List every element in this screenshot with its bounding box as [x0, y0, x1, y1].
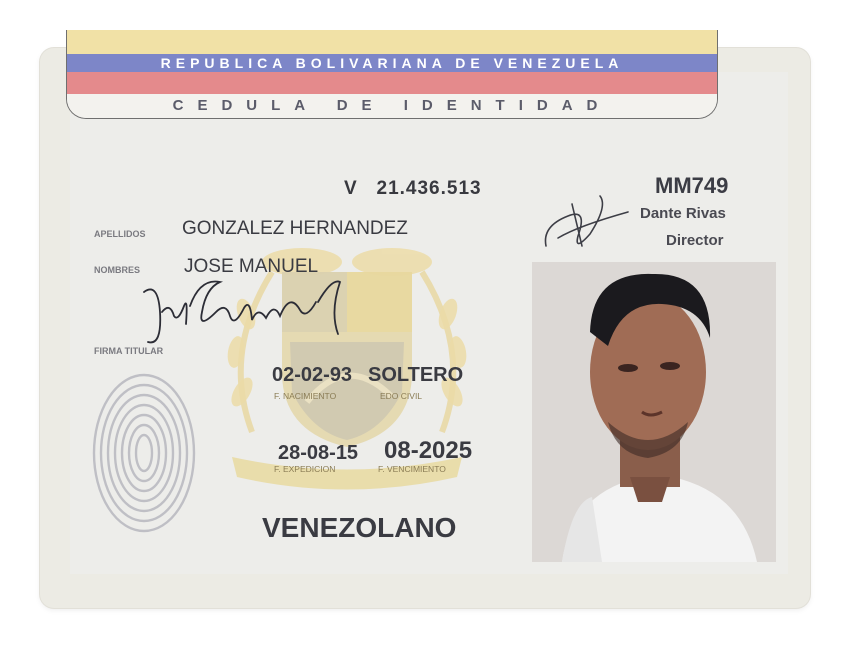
civil-status-value: SOLTERO: [368, 364, 464, 386]
director-name: Dante Rivas: [640, 205, 726, 222]
flag-banner: [66, 30, 718, 119]
issue-date-label: F. EXPEDICION: [274, 464, 336, 474]
issue-date-value: 28-08-15: [278, 442, 359, 464]
nationality-value: VENEZOLANO: [262, 512, 457, 543]
birth-date-value: 02-02-93: [272, 364, 353, 386]
card-code: MM749: [655, 173, 729, 198]
expiry-date-value: 08-2025: [384, 437, 473, 464]
signature-label: FIRMA TITULAR: [94, 346, 164, 356]
surnames-value: GONZALEZ HERNANDEZ: [182, 218, 408, 239]
birth-date-label: F. NACIMIENTO: [274, 391, 337, 401]
director-signature-icon: [538, 186, 634, 258]
document-title: CEDULA DE IDENTIDAD: [172, 97, 612, 114]
id-number: V 21.436.513: [344, 178, 482, 199]
flag-band-red: [67, 72, 717, 94]
portrait-icon: [532, 262, 776, 562]
fingerprint-icon: [84, 368, 204, 538]
surnames-label: APELLIDOS: [94, 229, 146, 239]
holder-signature-icon: [140, 272, 350, 352]
republic-name: REPUBLICA BOLIVARIANA DE VENEZUELA: [160, 55, 624, 71]
director-title: Director: [666, 232, 724, 249]
civil-status-label: EDO CIVIL: [380, 391, 423, 401]
holder-photo: [532, 262, 776, 562]
names-label: NOMBRES: [94, 265, 141, 275]
flag-band-yellow: [67, 30, 717, 54]
names-value: JOSE MANUEL: [184, 256, 319, 277]
expiry-date-label: F. VENCIMIENTO: [378, 464, 446, 474]
